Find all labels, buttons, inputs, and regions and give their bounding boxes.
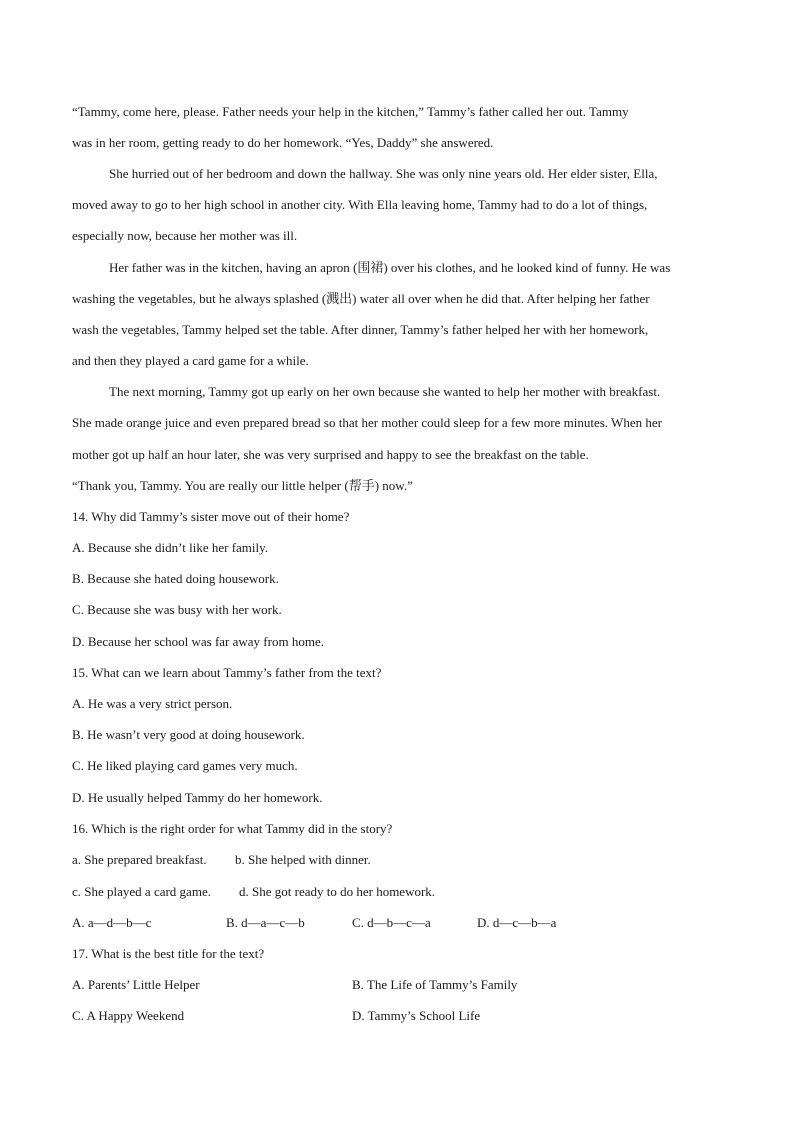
passage-line: The next morning, Tammy got up early on her own because she wanted to help her mother with breakfast. xyxy=(109,384,661,399)
passage-line: “Thank you, Tammy. You are really our little helper (帮手) now.” xyxy=(72,478,413,493)
option-b: B. He wasn’t very good at doing housework. xyxy=(72,727,305,742)
passage-line: and then they played a card game for a while. xyxy=(72,353,309,368)
option-b: B. The Life of Tammy’s Family xyxy=(352,977,518,992)
option-c: C. He liked playing card games very much. xyxy=(72,758,298,773)
question-stem: 17. What is the best title for the text? xyxy=(72,946,265,961)
option-a: A. Parents’ Little Helper xyxy=(72,977,200,992)
option-a: A. He was a very strict person. xyxy=(72,696,233,711)
event-a: a. She prepared breakfast. xyxy=(72,852,207,867)
passage-line: “Tammy, come here, please. Father needs your help in the kitchen,” Tammy’s father called her out. Tammy xyxy=(72,104,629,119)
passage-line: washing the vegetables, but he always splashed (溅出) water all over when he did that. After helping her father xyxy=(72,291,650,306)
option-d: D. Because her school was far away from home. xyxy=(72,634,324,649)
passage-line: Her father was in the kitchen, having an apron (围裙) over his clothes, and he looked kind of funny. He was xyxy=(109,260,671,275)
option-b: B. d—a—c—b xyxy=(226,915,305,930)
option-b: B. Because she hated doing housework. xyxy=(72,571,279,586)
question-stem: 14. Why did Tammy’s sister move out of their home? xyxy=(72,509,350,524)
option-d: D. d—c—b—a xyxy=(477,915,557,930)
option-a: A. Because she didn’t like her family. xyxy=(72,540,269,555)
passage-line: was in her room, getting ready to do her homework. “Yes, Daddy” she answered. xyxy=(72,135,494,150)
option-a: A. a—d—b—c xyxy=(72,915,152,930)
passage-line: She hurried out of her bedroom and down the hallway. She was only nine years old. Her elder sister, Ella, xyxy=(109,166,658,181)
event-c: c. She played a card game. xyxy=(72,884,211,899)
question-stem: 16. Which is the right order for what Tammy did in the story? xyxy=(72,821,393,836)
passage-line: mother got up half an hour later, she was very surprised and happy to see the breakfast on the table. xyxy=(72,447,589,462)
passage-line: wash the vegetables, Tammy helped set the table. After dinner, Tammy’s father helped her with her homework, xyxy=(72,322,649,337)
event-d: d. She got ready to do her homework. xyxy=(239,884,436,899)
option-c: C. d—b—c—a xyxy=(352,915,431,930)
event-b: b. She helped with dinner. xyxy=(235,852,371,867)
option-c: C. A Happy Weekend xyxy=(72,1008,185,1023)
passage-line: especially now, because her mother was ill. xyxy=(72,228,298,243)
passage-line: moved away to go to her high school in another city. With Ella leaving home, Tammy had to do a lot of things, xyxy=(72,197,648,212)
passage-line: She made orange juice and even prepared bread so that her mother could sleep for a few more minutes. When her xyxy=(72,415,662,430)
option-d: D. Tammy’s School Life xyxy=(352,1008,481,1023)
option-d: D. He usually helped Tammy do her homework. xyxy=(72,790,323,805)
question-stem: 15. What can we learn about Tammy’s father from the text? xyxy=(72,665,382,680)
option-c: C. Because she was busy with her work. xyxy=(72,602,282,617)
